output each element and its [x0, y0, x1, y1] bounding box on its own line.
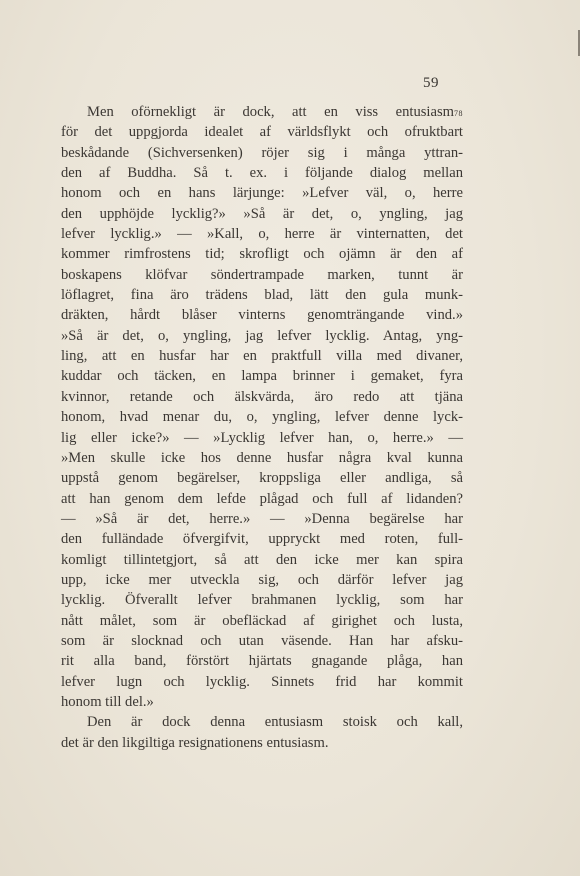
text-line: boskapens klöfvar söndertrampade marken, tunnt är: [61, 266, 463, 283]
text-line: — »Så är det, herre.» — »Denna begärelse har: [61, 510, 463, 527]
body-text: [61, 102, 463, 753]
text-line: beskådande (Sichversenken) röjer sig i många yttran-: [61, 144, 463, 161]
text-line: den upphöjde lycklig?» »Så är det, o, yngling, jag: [61, 205, 463, 222]
text-line: att han genom dem lefde plågad och full af lidanden?: [61, 490, 463, 507]
text-line: Den är dock denna entusiasm stoisk och kall,: [87, 714, 463, 731]
text-line: »Men skulle icke hos denne husfar några kval kunna: [61, 449, 463, 466]
text-line: komligt tillintetgjort, så att den icke mer kan spira: [61, 551, 463, 568]
text-line: lefver lugn och lycklig. Sinnets frid har kommit: [61, 673, 463, 690]
text-line: dräkten, hårdt blåser vinterns genomträngande vind.»: [61, 307, 463, 324]
text-line: som är slocknad och utan väsende. Han har afsku-: [61, 632, 463, 649]
text-line: det är den likgiltiga resignationens entusiasm.: [61, 734, 329, 751]
text-line: honom, hvad menar du, o, yngling, lefver denne lyck-: [61, 409, 463, 426]
text-line: lycklig. Öfverallt lefver brahmanen lycklig, som har: [61, 592, 463, 609]
page-number: 59: [423, 75, 439, 91]
text-line: honom och en hans lärjunge: »Lefver väl, o, herre: [61, 185, 463, 202]
text-line: kommer rimfrostens tid; skrofligt och ojämn är den af: [61, 246, 463, 263]
text-line: kuddar och täcken, en lampa brinner i gemaket, fyra: [61, 368, 463, 385]
text-line: uppstå genom begärelser, kroppsliga eller andliga, så: [61, 470, 463, 487]
text-line: honom till del.»: [61, 693, 154, 710]
text-line: »Så är det, o, yngling, jag lefver lycklig. Antag, yng-: [61, 327, 463, 344]
text-line: ling, att en husfar har en praktfull villa med divaner,: [61, 348, 463, 365]
text-line: lefver lycklig.» — »Kall, o, herre är vinternatten, det: [61, 226, 463, 243]
text-line-content: Men oförnekligt är dock, att en viss entusiasm: [87, 104, 454, 120]
text-line: för det uppgjorda idealet af världsflykt och ofruktbart: [61, 124, 463, 141]
text-line: nått målet, som är obefläckad af girighet och lusta,: [61, 612, 463, 629]
text-line: den fulländade öfvergifvit, uppryckt med roten, full-: [61, 531, 463, 548]
text-line: rit alla band, förstört hjärtats gnagande plåga, han: [61, 653, 463, 670]
text-line: Men oförnekligt är dock, att en viss entusiasm 78: [61, 102, 463, 122]
text-line: kvinnor, retande och älskvärda, äro redo att tjäna: [61, 388, 463, 405]
text-line: upp, icke mer utveckla sig, och därför lefver jag: [61, 571, 463, 588]
text-line: den af Buddha. Så t. ex. i följande dialog mellan: [61, 165, 463, 182]
text-line: lig eller icke?» — »Lycklig lefver han, o, herre.» —: [61, 429, 463, 446]
text-line: löflagret, fina äro trädens blad, lätt den gula munk-: [61, 287, 463, 304]
